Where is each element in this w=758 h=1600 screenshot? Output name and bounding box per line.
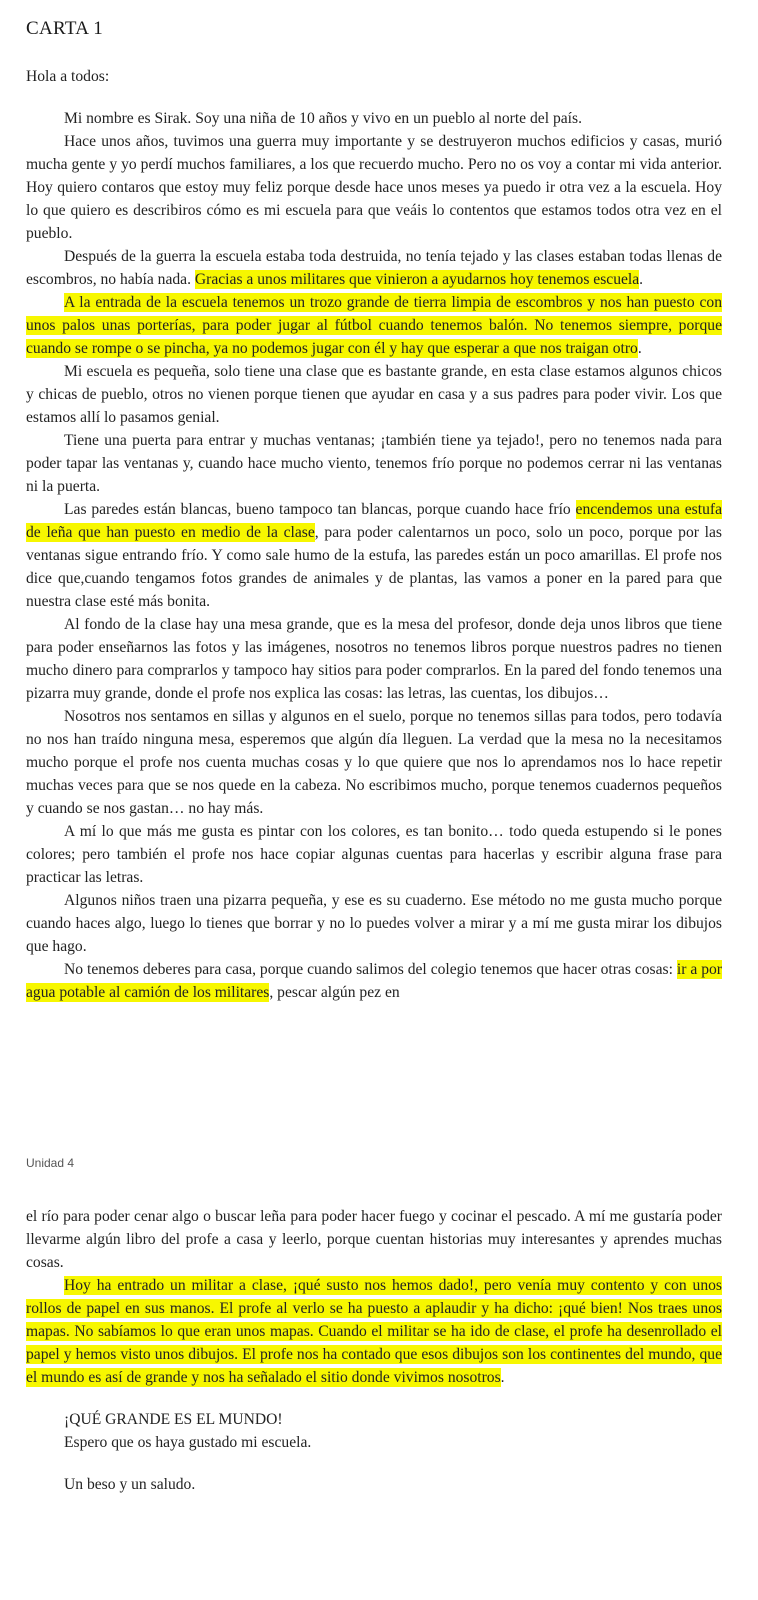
closing-exclamation: ¡QUÉ GRANDE ES EL MUNDO! (64, 1411, 283, 1428)
highlight-text: ir a por agua potable al camión de los militares (26, 961, 722, 1001)
paragraph-small-school: Mi escuela es pequeña, solo tiene una clase que es bastante grande, en esta clase estamos algunos chicos y chicas de pueblo, otros no vienen porque tienen que ayudar en casa y a sus padres para poder vivir. Los que estamos allí lo pasamos genial. (26, 363, 722, 426)
unit-label: Unidad 4 (26, 1156, 75, 1170)
letter-body-part-2 (26, 1205, 722, 1496)
paragraph-chairs: Nosotros nos sentamos en sillas y algunos en el suelo, porque no tenemos sillas para todos, pero todavía no nos han traído ninguna mesa, esperemos que algún día lleguen. La verdad que la mesa no la necesitamos mucho porque el profe nos cuenta muchas cosas y lo que quiere que nos lo aprendamos nos lo hace repetir muchas veces para que se nos quede en la cabeza. No escribimos mucho, porque tenemos cuadernos pequeños y cuando se nos gastan… no hay más. (26, 708, 722, 817)
paragraph-school-destroyed: Después de la guerra la escuela estaba toda destruida, no tenía tejado y las clases estaban todas llenas de escombros, no había nada. Gracias a unos militares que vinieron a ayudarnos hoy tenemos escuela. (26, 248, 722, 288)
paragraph-river: el río para poder cenar algo o buscar leña para poder hacer fuego y cocinar el pescado. A mí me gustaría poder llevarme algún libro del profe a casa y leerlo, porque cuentan historias muy interesantes y aprendes muchas cosas. (26, 1208, 722, 1271)
letter-body-part-1 (26, 65, 722, 1004)
paragraph-intro: Mi nombre es Sirak. Soy una niña de 10 años y vivo en un pueblo al norte del país. (64, 110, 582, 127)
paragraph-war: Hace unos años, tuvimos una guerra muy importante y se destruyeron muchos edificios y casas, murió mucha gente y yo perdí muchos familiares, a los que recuerdo mucho. Pero no os voy a contar mi vida anterior. Hoy quiero contaros que estoy muy feliz porque desde hace unos meses ya puedo ir otra vez a la escuela. Hoy lo que quiero es describiros cómo es mi escuela para que veáis lo contentos que estamos todos otra vez en el pueblo. (26, 133, 722, 242)
greeting: Hola a todos: (26, 68, 110, 85)
paragraph-homework: No tenemos deberes para casa, porque cuando salimos del colegio tenemos que hacer otras cosas: ir a por agua potable al camión de los militares, pescar algún pez en (26, 961, 722, 1001)
closing-wish: Espero que os haya gustado mi escuela. (64, 1434, 312, 1451)
letter-title: CARTA 1 (26, 18, 104, 39)
paragraph-teacher-desk: Al fondo de la clase hay una mesa grande, que es la mesa del profesor, donde deja unos libros que tiene para poder enseñarnos las fotos y las imágenes, nosotros no tenemos libros porque nuestros padres no tienen mucho dinero para comprarlos y tampoco hay sitios para poder comprarlos. En la pared del fondo tenemos una pizarra muy grande, donde el profe nos explica las cosas: las letras, las cuentas, los dibujos… (26, 616, 722, 702)
paragraph-walls: Las paredes están blancas, bueno tampoco tan blancas, porque cuando hace frío encendemos una estufa de leña que han puesto en medio de la clase, para poder calentarnos un poco, solo un poco, porque por las ventanas sigue entrando frío. Y como sale humo de la estufa, las paredes están un poco amarillas. El profe nos dice que,cuando tengamos fotos grandes de animales y de plantas, las vamos a poner en la pared para que nuestra clase esté más bonita. (26, 501, 722, 610)
highlight-text: A la entrada de la escuela tenemos un trozo grande de tierra limpia de escombros y nos han puesto con unos palos unas porterías, para poder jugar al fútbol cuando tenemos balón. No tenemos siempre, porque cuando se rompe o se pincha, ya no podemos jugar con él y hay que esperar a que nos traigan otro (26, 294, 722, 357)
paragraph-door-windows: Tiene una puerta para entrar y muchas ventanas; ¡también tiene ya tejado!, pero no tenemos nada para poder tapar las ventanas y, cuando hace mucho viento, tenemos frío porque no podemos cerrar ni las ventanas ni la puerta. (26, 432, 722, 495)
signoff: Un beso y un saludo. (64, 1476, 196, 1493)
paragraph-slates: Algunos niños traen una pizarra pequeña, y ese es su cuaderno. Ese método no me gusta mucho porque cuando haces algo, luego lo tienes que borrar y no lo puedes volver a mirar y a mí me gusta mirar los dibujos que hago. (26, 892, 722, 955)
paragraph-colors: A mí lo que más me gusta es pintar con los colores, es tan bonito… todo queda estupendo si le pones colores; pero también el profe nos hace copiar algunas cuentas para hacerlas y escribir alguna frase para practicar las letras. (26, 823, 722, 886)
highlight-text: Hoy ha entrado un militar a clase, ¡qué susto nos hemos dado!, pero venía muy contento y con unos rollos de papel en sus manos. El profe al verlo se ha puesto a aplaudir y ha dicho: ¡qué bien! Nos traes unos mapas. No sabíamos lo que eran unos mapas. Cuando el militar se ha ido de clase, el profe ha desenrollado el papel y hemos visto unos dibujos. El profe nos ha contado que esos dibujos son los continentes del mundo, que el mundo es así de grande y nos ha señalado el sitio donde vivimos nosotros (26, 1277, 722, 1386)
highlight-text: Gracias a unos militares que vinieron a ayudarnos hoy tenemos escuela (194, 271, 640, 288)
highlight-text: encendemos una estufa de leña que han puesto en medio de la clase (26, 501, 722, 541)
paragraph-football: A la entrada de la escuela tenemos un trozo grande de tierra limpia de escombros y nos han puesto con unos palos unas porterías, para poder jugar al fútbol cuando tenemos balón. No tenemos siempre, porque cuando se rompe o se pincha, ya no podemos jugar con él y hay que esperar a que nos traigan otro. (26, 294, 722, 357)
paragraph-maps: Hoy ha entrado un militar a clase, ¡qué susto nos hemos dado!, pero venía muy contento y con unos rollos de papel en sus manos. El profe al verlo se ha puesto a aplaudir y ha dicho: ¡qué bien! Nos traes unos mapas. No sabíamos lo que eran unos mapas. Cuando el militar se ha ido de clase, el profe ha desenrollado el papel y hemos visto unos dibujos. El profe nos ha contado que esos dibujos son los continentes del mundo, que el mundo es así de grande y nos ha señalado el sitio donde vivimos nosotros. (26, 1277, 722, 1386)
